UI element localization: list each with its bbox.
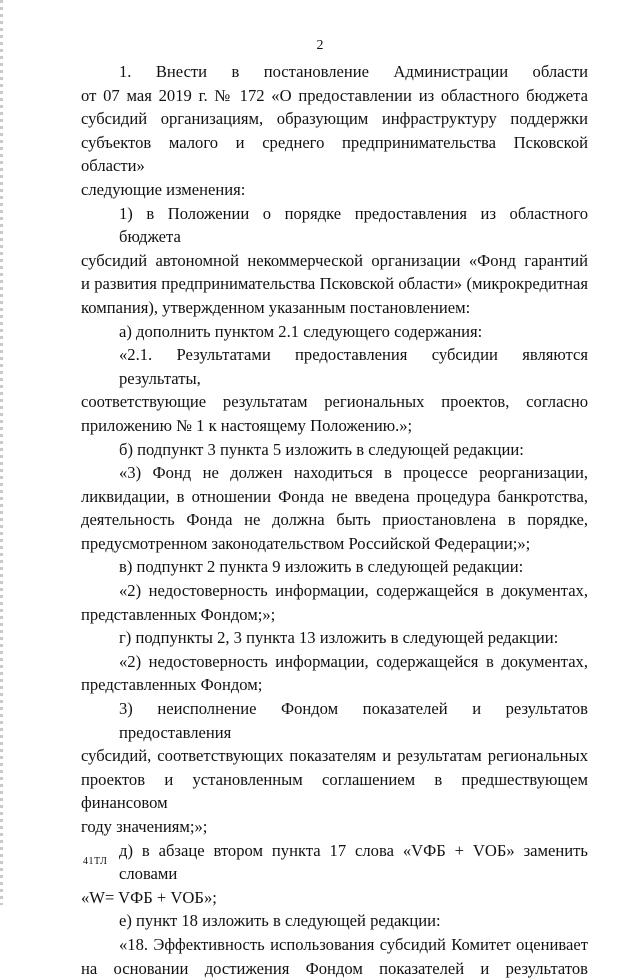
- scan-edge: [0, 0, 3, 905]
- text-line: субсидий, соответствующих показателям и результатам региональных: [81, 746, 588, 766]
- text-line: предусмотренном законодательством Российской Федерации;»;: [81, 533, 531, 553]
- text-line: на основании достижения Фондом показателей и результатов: [81, 958, 588, 978]
- page-number: 2: [316, 38, 324, 53]
- text-line: «W= VФБ + VОБ»;: [81, 887, 217, 907]
- text-line: приложению № 1 к настоящему Положению.»;: [81, 415, 413, 435]
- text-line: «3) Фонд не должен находиться в процессе реорганизации,: [119, 463, 588, 483]
- text-line: в) подпункт 2 пункта 9 изложить в следующей редакции:: [119, 557, 524, 577]
- text-line: е) пункт 18 изложить в следующей редакции:: [119, 911, 441, 931]
- text-line: компания), утвержденном указанным постановлением:: [81, 297, 471, 317]
- text-line: году значениям;»;: [81, 817, 208, 836]
- text-line: д) в абзаце втором пункта 17 слова «VФБ + VОБ» заменить словами: [119, 840, 588, 884]
- text-line: представленных Фондом;»;: [81, 604, 276, 624]
- text-line: 1. Внести в постановление Администрации области: [119, 62, 588, 81]
- text-line: субъектов малого и среднего предпринимательства Псковской области»: [81, 132, 588, 176]
- document-body: [81, 60, 588, 980]
- text-line: субсидий автономной некоммерческой организации «Фонд гарантий: [81, 250, 588, 270]
- text-line: и развития предпринимательства Псковской области» (микрокредитная: [81, 274, 588, 294]
- text-line: следующие изменения:: [81, 179, 246, 199]
- text-line: ликвидации, в отношении Фонда не введена процедура банкротства,: [81, 486, 588, 506]
- text-line: представленных Фондом;: [81, 675, 263, 695]
- text-line: б) подпункт 3 пункта 5 изложить в следующей редакции:: [119, 439, 524, 459]
- text-line: г) подпункты 2, 3 пункта 13 изложить в следующей редакции:: [119, 628, 559, 648]
- text-line: а) дополнить пунктом 2.1 следующего содержания:: [119, 321, 483, 341]
- text-line: 1) в Положении о порядке предоставления из областного бюджета: [119, 203, 588, 247]
- text-line: «2) недостоверность информации, содержащейся в документах,: [119, 581, 588, 601]
- document-code: 41ТЛ: [83, 856, 108, 867]
- text-line: субсидий организациям, образующим инфраструктуру поддержки: [81, 109, 588, 129]
- text-line: соответствующие результатам региональных проектов, согласно: [81, 392, 588, 412]
- text-line: «2) недостоверность информации, содержащейся в документах,: [119, 651, 588, 671]
- text-line: «18. Эффективность использования субсидий Комитет оценивает: [119, 934, 588, 954]
- text-line: от 07 мая 2019 г. № 172 «О предоставлении из областного бюджета: [81, 85, 588, 105]
- text-line: проектов и установленным соглашением в предшествующем финансовом: [81, 769, 588, 813]
- text-line: «2.1. Результатами предоставления субсидии являются результаты,: [119, 345, 588, 388]
- text-line: деятельность Фонда не должна быть приостановлена в порядке,: [81, 510, 588, 530]
- text-line: 3) неисполнение Фондом показателей и результатов предоставления: [119, 699, 588, 742]
